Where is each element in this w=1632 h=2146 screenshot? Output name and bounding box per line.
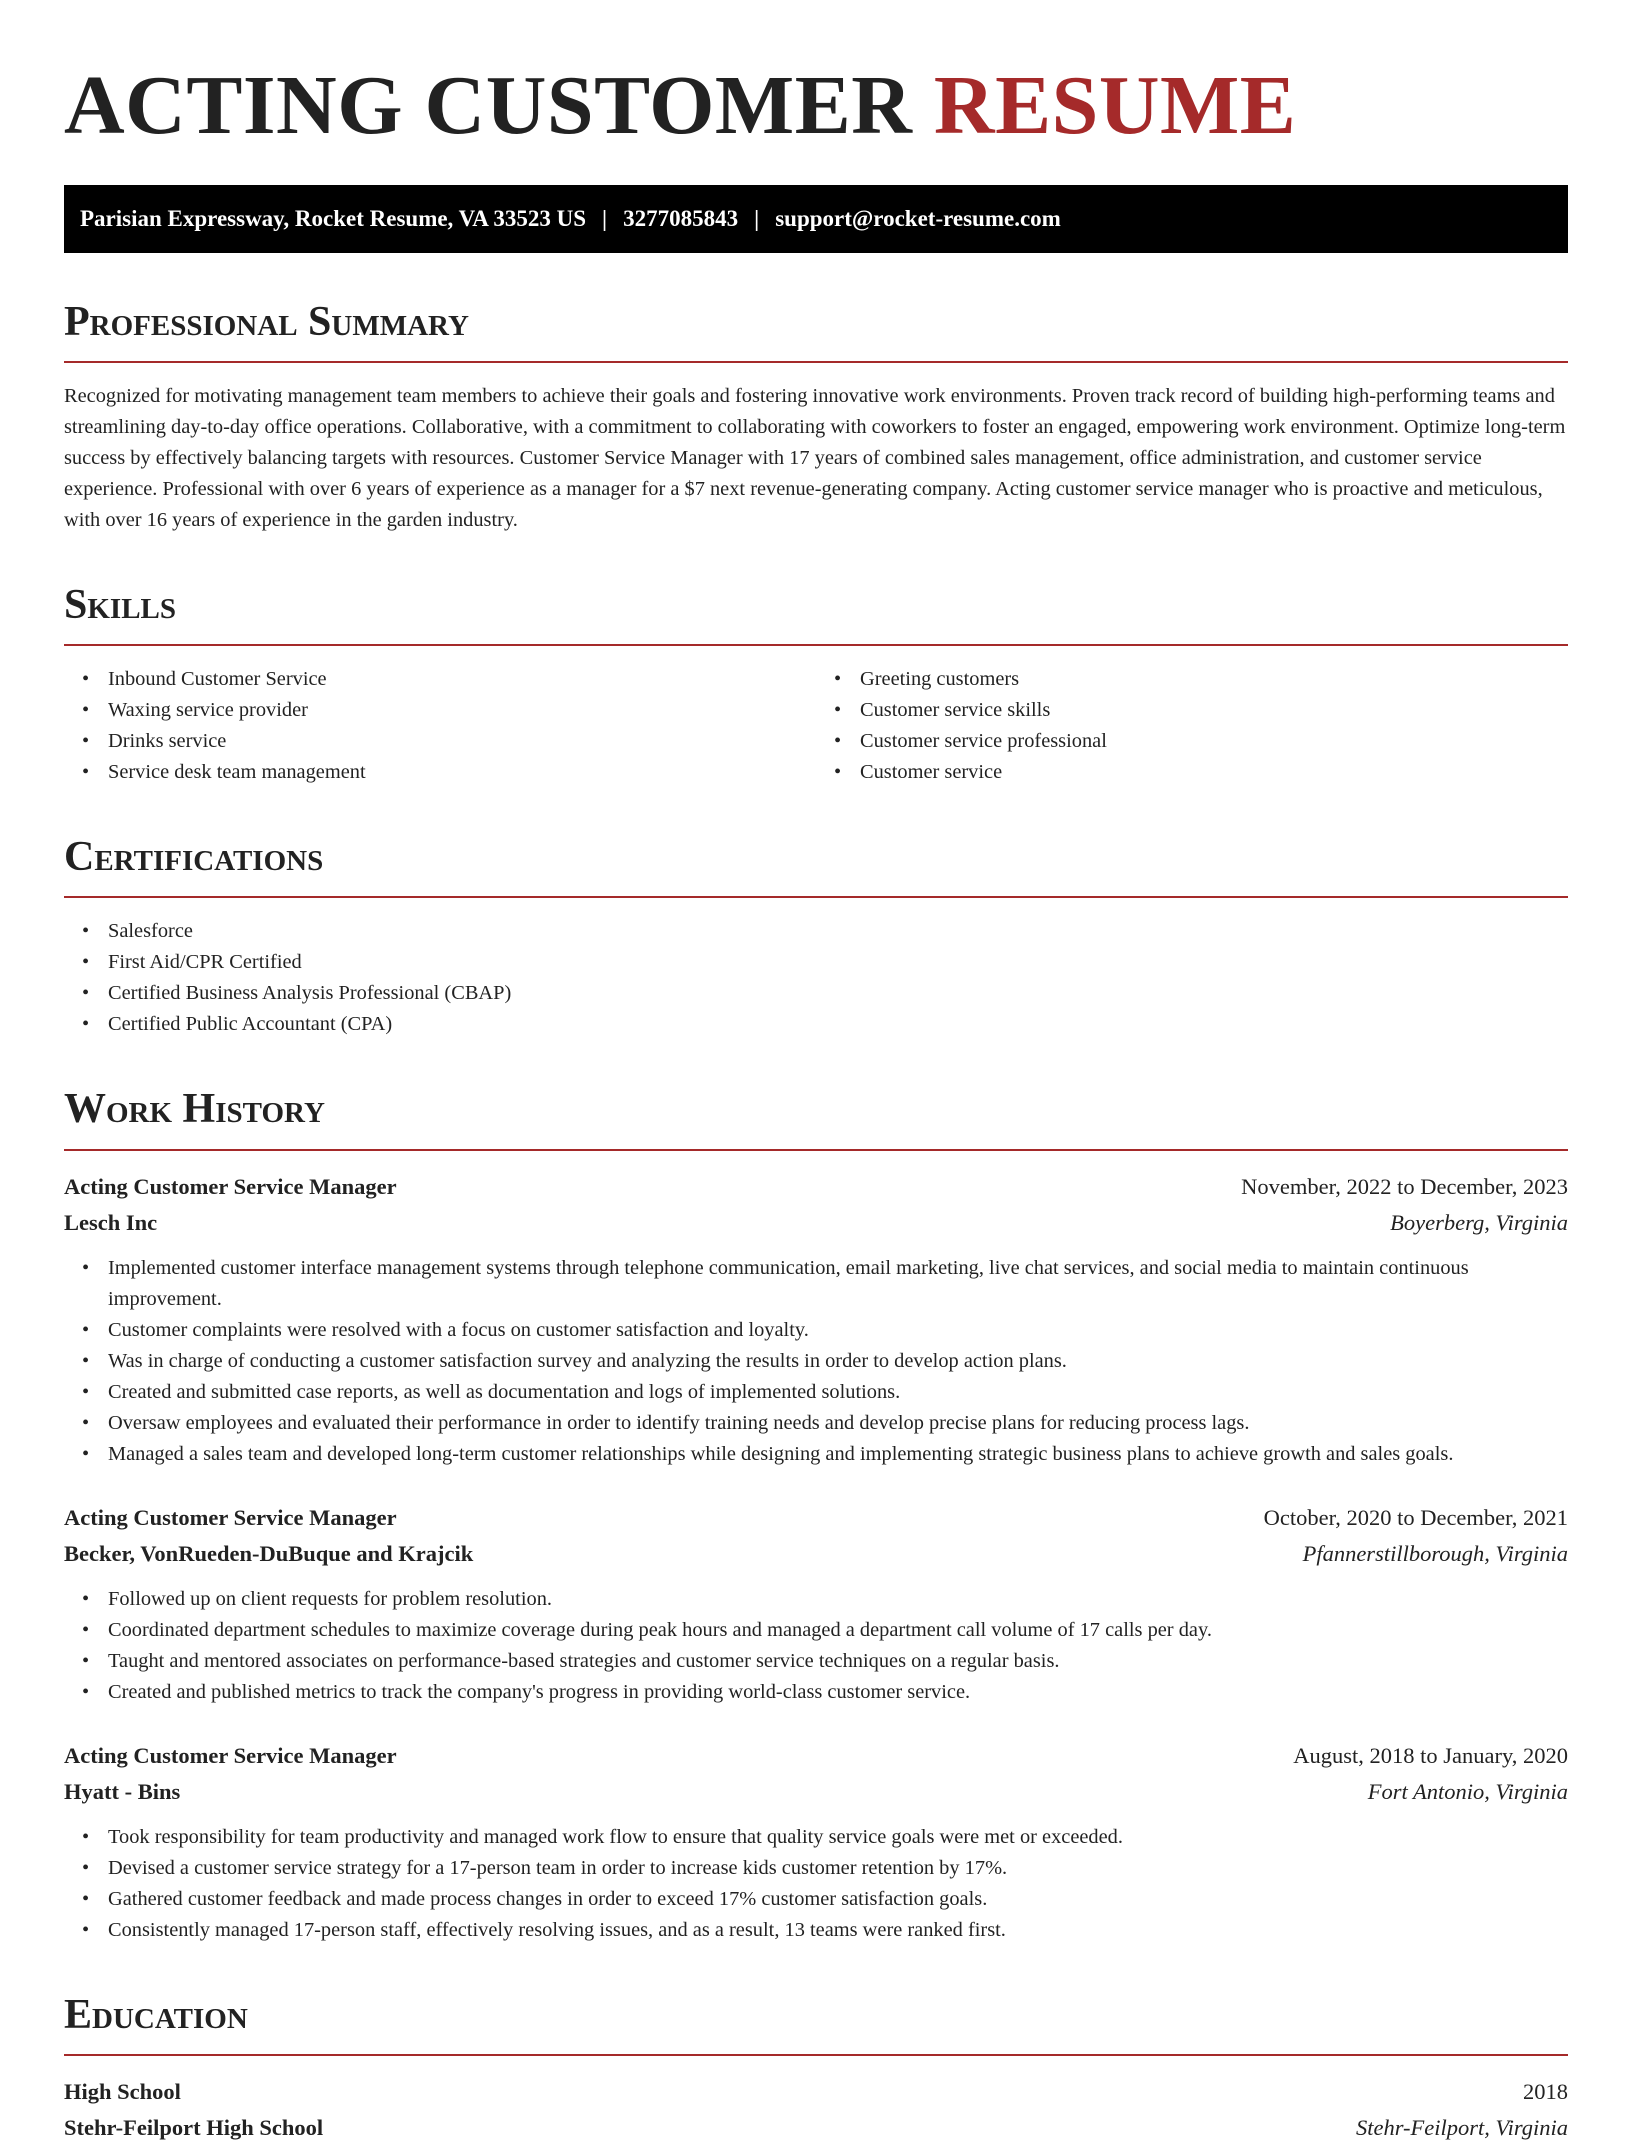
job-title: Acting Customer Service Manager [64, 1742, 397, 1768]
job-dates: October, 2020 to December, 2021 [1263, 1504, 1568, 1530]
contact-address: Parisian Expressway, Rocket Resume, VA 33523 US [80, 205, 587, 231]
section-divider [64, 896, 1568, 898]
certifications-section [64, 834, 1568, 1040]
job-bullet: • Followed up on client requests for problem resolution. [108, 1584, 1568, 1615]
job-company: Becker, VonRueden-DuBuque and Krajcik [64, 1540, 474, 1566]
education-school-row [64, 2110, 1568, 2146]
certification-item: • First Aid/CPR Certified [108, 947, 1568, 978]
job-bullet: • Coordinated department schedules to maximize coverage during peak hours and managed a department call volume of 17 calls per day. [108, 1615, 1568, 1646]
section-divider [64, 2054, 1568, 2056]
education-year: 2018 [1523, 2078, 1568, 2104]
education-school: Stehr-Feilport High School [64, 2114, 324, 2140]
contact-separator: | [602, 205, 608, 231]
job-bullet: • Managed a sales team and developed long-term customer relationships while designing and implementing strategic business plans to achieve growth and sales goals. [108, 1439, 1568, 1470]
skill-item: • Customer service [860, 757, 1568, 788]
job-bullet: • Created and published metrics to track the company's progress in providing world-class customer service. [108, 1677, 1568, 1708]
job-location: Pfannerstillborough, Virginia [1302, 1540, 1568, 1566]
contact-bar [64, 185, 1568, 253]
job-bullet: • Took responsibility for team productivity and managed work flow to ensure that quality service goals were met or exceeded. [108, 1822, 1568, 1853]
job-bullets [64, 1822, 1568, 1946]
job-dates: August, 2018 to January, 2020 [1293, 1742, 1568, 1768]
job-title: Acting Customer Service Manager [64, 1173, 397, 1199]
job-company-row [64, 1774, 1568, 1810]
resume-title [64, 56, 1568, 157]
contact-phone: 3277085843 [623, 205, 739, 231]
section-divider [64, 361, 1568, 363]
job-header-row [64, 1738, 1568, 1774]
job-bullet: • Taught and mentored associates on performance-based strategies and customer service techniques on a regular basis. [108, 1646, 1568, 1677]
job-bullets [64, 1584, 1568, 1708]
job-company-row [64, 1205, 1568, 1241]
skills-grid [64, 664, 1568, 788]
skills-heading: Skills [64, 581, 177, 628]
education-header-row [64, 2074, 1568, 2110]
section-divider [64, 1149, 1568, 1151]
job-company-row [64, 1536, 1568, 1572]
job-company: Hyatt - Bins [64, 1778, 181, 1804]
summary-section [64, 299, 1568, 536]
job-bullet: • Created and submitted case reports, as well as documentation and logs of implemented solutions. [108, 1377, 1568, 1408]
summary-text: Recognized for motivating management team members to achieve their goals and fostering innovative work environments. Proven track record of building high-performing teams and streamlining day-to-day office operations. Collaborative, with a commitment to collaborating with coworkers to foster an engaged, empowering work environment. Optimize long-term success by effectively balancing targets with resources. Customer Service Manager with 17 years of combined sales management, office administration, and customer service experience. Professional with over 6 years of experience as a manager for a $7 next revenue-generating company. Acting customer service manager who is proactive and meticulous, with over 16 years of experience in the garden industry. [64, 384, 1566, 531]
skills-list-right [816, 664, 1568, 788]
certification-item: • Certified Public Accountant (CPA) [108, 1009, 1568, 1040]
education-location: Stehr-Feilport, Virginia [1355, 2114, 1568, 2140]
job-company: Lesch Inc [64, 1209, 158, 1235]
job-header-row [64, 1500, 1568, 1536]
job-entry [64, 1169, 1568, 1470]
job-bullet: • Customer complaints were resolved with a focus on customer satisfaction and loyalty. [108, 1315, 1568, 1346]
skill-item: • Greeting customers [860, 664, 1568, 695]
work-history-section [64, 1086, 1568, 1945]
summary-heading: Professional Summary [64, 298, 469, 345]
title-main: ACTING CUSTOMER [64, 59, 913, 152]
title-accent: RESUME [933, 59, 1297, 152]
skill-item: • Customer service professional [860, 726, 1568, 757]
contact-separator: | [754, 205, 760, 231]
job-entry [64, 1738, 1568, 1946]
job-bullet: • Consistently managed 17-person staff, effectively resolving issues, and as a result, 13 teams were ranked first. [108, 1915, 1568, 1946]
certification-item: • Salesforce [108, 916, 1568, 947]
job-bullet: • Gathered customer feedback and made process changes in order to exceed 17% customer satisfaction goals. [108, 1884, 1568, 1915]
job-bullet: • Implemented customer interface management systems through telephone communication, email marketing, live chat services, and social media to maintain continuous improvement. [108, 1253, 1568, 1315]
certification-item: • Certified Business Analysis Professional (CBAP) [108, 978, 1568, 1009]
education-degree: High School [64, 2078, 181, 2104]
job-title: Acting Customer Service Manager [64, 1504, 397, 1530]
skill-item: • Waxing service provider [108, 695, 816, 726]
skills-list-left [64, 664, 816, 788]
job-dates: November, 2022 to December, 2023 [1241, 1173, 1568, 1199]
skill-item: • Drinks service [108, 726, 816, 757]
skill-item: • Inbound Customer Service [108, 664, 816, 695]
job-location: Fort Antonio, Virginia [1367, 1778, 1568, 1804]
job-bullet: • Was in charge of conducting a customer satisfaction survey and analyzing the results in order to develop action plans. [108, 1346, 1568, 1377]
job-bullet: • Devised a customer service strategy for a 17-person team in order to increase kids customer retention by 17%. [108, 1853, 1568, 1884]
education-section [64, 1992, 1568, 2146]
certifications-heading: Certifications [64, 834, 324, 881]
section-divider [64, 644, 1568, 646]
job-location: Boyerberg, Virginia [1390, 1209, 1568, 1235]
work-history-heading: Work History [64, 1086, 325, 1133]
job-bullets [64, 1253, 1568, 1470]
job-entry [64, 1500, 1568, 1708]
skill-item: • Customer service skills [860, 695, 1568, 726]
skill-item: • Service desk team management [108, 757, 816, 788]
contact-email[interactable]: support@rocket-resume.com [775, 205, 1061, 231]
skills-section [64, 582, 1568, 788]
job-bullet: • Oversaw employees and evaluated their performance in order to identify training needs and develop precise plans for reducing process lags. [108, 1408, 1568, 1439]
education-heading: Education [64, 1991, 248, 2038]
certifications-list [64, 916, 1568, 1040]
job-header-row [64, 1169, 1568, 1205]
